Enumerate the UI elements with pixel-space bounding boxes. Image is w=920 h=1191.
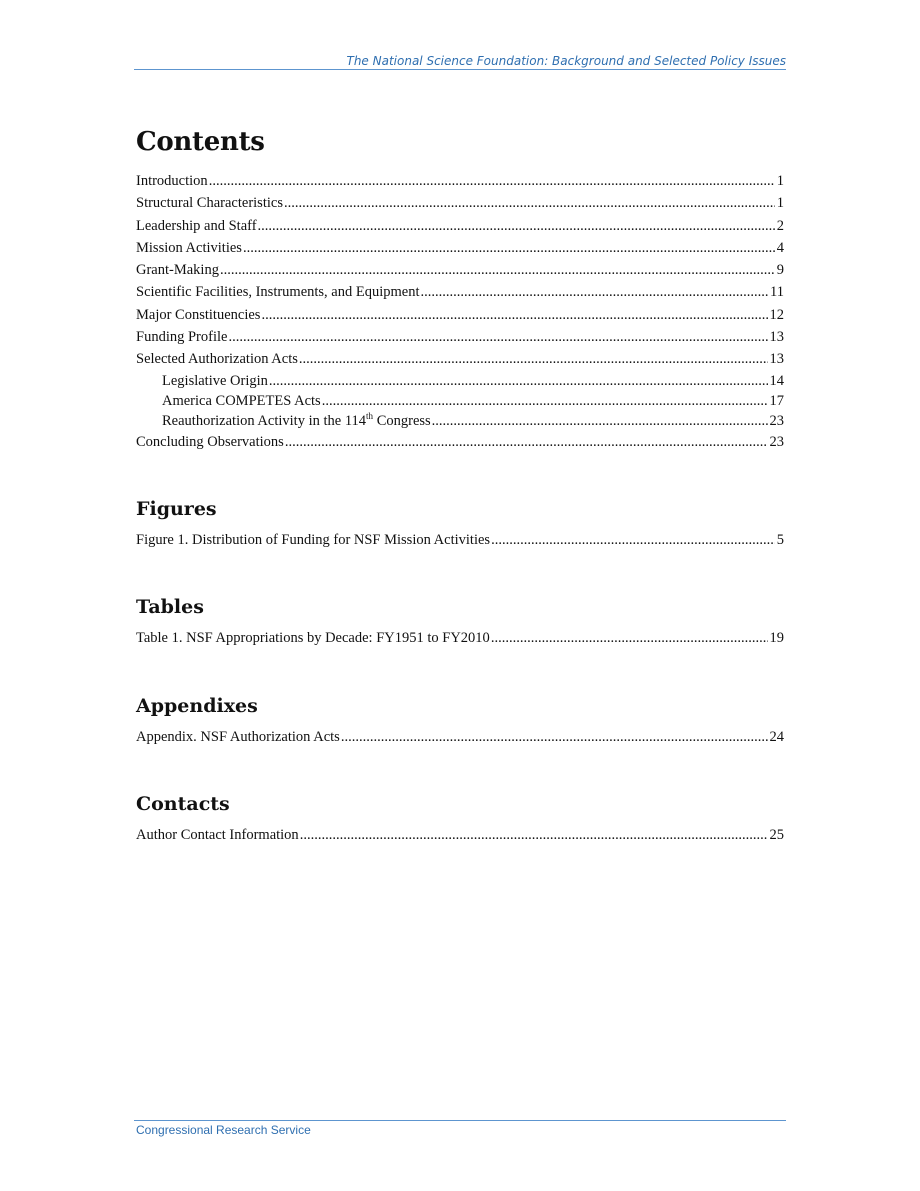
toc-leader-dots: [432, 411, 768, 431]
section-spacer: [136, 650, 784, 692]
toc-page-number: 4: [776, 239, 784, 256]
toc-page-number: 9: [776, 262, 784, 279]
toc-entry-text-main: Reauthorization Activity in the 114: [162, 412, 367, 429]
toc-subentry-reauthorization-activity[interactable]: [136, 411, 784, 431]
toc-entry-text: Figure 1. Distribution of Funding for NSF Mission Activities: [136, 531, 491, 548]
toc-entry-text: America COMPETES Acts: [162, 392, 321, 409]
toc-entry-structural-characteristics[interactable]: [136, 192, 784, 214]
toc-page-number: 14: [769, 372, 784, 389]
figures-heading: Figures: [136, 497, 217, 520]
toc-entry-text-tail: Congress: [373, 412, 431, 429]
toc-leader-dots: [228, 326, 767, 348]
toc-leader-dots: [269, 371, 768, 391]
toc-entry-text: Mission Activities: [136, 239, 242, 256]
toc-entry-grant-making[interactable]: [136, 259, 784, 281]
toc-page-number: 13: [769, 351, 784, 368]
contents-heading: Contents: [136, 127, 265, 157]
ordinal-suffix: th: [366, 410, 374, 421]
contacts-heading: Contacts: [136, 792, 230, 815]
toc-page-number: 23: [769, 433, 784, 450]
footer-rule: [134, 1120, 786, 1121]
toc-entry-concluding-observations[interactable]: [136, 431, 784, 453]
toc-leader-dots: [284, 192, 775, 214]
toc-leader-dots: [258, 215, 775, 237]
toc-entry-mission-activities[interactable]: [136, 237, 784, 259]
toc-entry-text: Funding Profile: [136, 329, 228, 346]
toc-leader-dots: [243, 237, 775, 259]
section-spacer: [136, 748, 784, 790]
toc-entry-text: Table 1. NSF Appropriations by Decade: FY1951 to FY2010: [136, 630, 490, 647]
toc-leader-dots: [209, 170, 775, 192]
toc-entry-text: Leadership and Staff: [136, 217, 257, 234]
toc-entry-text: Selected Authorization Acts: [136, 351, 298, 368]
toc-entry-text: Author Contact Information: [136, 826, 299, 843]
table-of-contents: [136, 124, 784, 846]
toc-leader-dots: [261, 304, 767, 326]
header-rule: [134, 69, 786, 70]
toc-page-number: 23: [769, 412, 784, 429]
toc-entry-leadership-and-staff[interactable]: [136, 215, 784, 237]
toc-entry-appendix[interactable]: [136, 726, 784, 748]
toc-entry-text: Concluding Observations: [136, 433, 284, 450]
toc-entry-author-contact[interactable]: [136, 824, 784, 846]
toc-leader-dots: [491, 627, 768, 649]
toc-entry-text: Introduction: [136, 173, 208, 189]
running-header-title: The National Science Foundation: Background and Selected Policy Issues: [346, 54, 786, 68]
toc-leader-dots: [421, 281, 769, 303]
toc-entry-funding-profile[interactable]: [136, 326, 784, 348]
toc-page-number: 12: [769, 306, 784, 323]
toc-leader-dots: [491, 529, 775, 551]
toc-leader-dots: [220, 259, 775, 281]
toc-leader-dots: [299, 348, 768, 370]
toc-subentry-america-competes-acts[interactable]: [136, 391, 784, 411]
footer-publisher: Congressional Research Service: [136, 1123, 311, 1137]
toc-leader-dots: [322, 391, 768, 411]
toc-entry-major-constituencies[interactable]: [136, 304, 784, 326]
toc-entry-text: Legislative Origin: [162, 372, 268, 389]
toc-page-number: 2: [776, 217, 784, 234]
toc-entry-text: Appendix. NSF Authorization Acts: [136, 728, 340, 745]
toc-entry-table-1[interactable]: [136, 627, 784, 649]
toc-leader-dots: [341, 726, 768, 748]
toc-leader-dots: [285, 431, 768, 453]
toc-subentry-legislative-origin[interactable]: [136, 371, 784, 391]
toc-page-number: 19: [769, 630, 784, 647]
toc-entry-scientific-facilities[interactable]: [136, 281, 784, 303]
toc-page-number: 24: [769, 728, 784, 745]
toc-entry-text: Structural Characteristics: [136, 195, 283, 212]
toc-page-number: 1: [776, 195, 784, 212]
toc-entry-text: Grant-Making: [136, 262, 219, 279]
section-spacer: [136, 453, 784, 495]
toc-entry-introduction[interactable]: [136, 170, 784, 192]
toc-page-number: 1: [776, 173, 784, 189]
toc-entry-text: Scientific Facilities, Instruments, and Equipment: [136, 284, 420, 301]
section-spacer: [136, 551, 784, 593]
toc-page-number: 25: [769, 826, 784, 843]
toc-entry-selected-authorization-acts[interactable]: [136, 348, 784, 370]
toc-entry-text: [162, 411, 431, 431]
toc-leader-dots: [300, 824, 768, 846]
toc-entry-figure-1[interactable]: [136, 529, 784, 551]
toc-page-number: 11: [770, 284, 784, 301]
toc-entry-text: Major Constituencies: [136, 306, 261, 323]
toc-page-number: 5: [776, 531, 784, 548]
toc-page-number: 17: [769, 392, 784, 409]
tables-heading: Tables: [136, 596, 204, 619]
appendixes-heading: Appendixes: [136, 694, 258, 717]
toc-page-number: 13: [769, 329, 784, 346]
